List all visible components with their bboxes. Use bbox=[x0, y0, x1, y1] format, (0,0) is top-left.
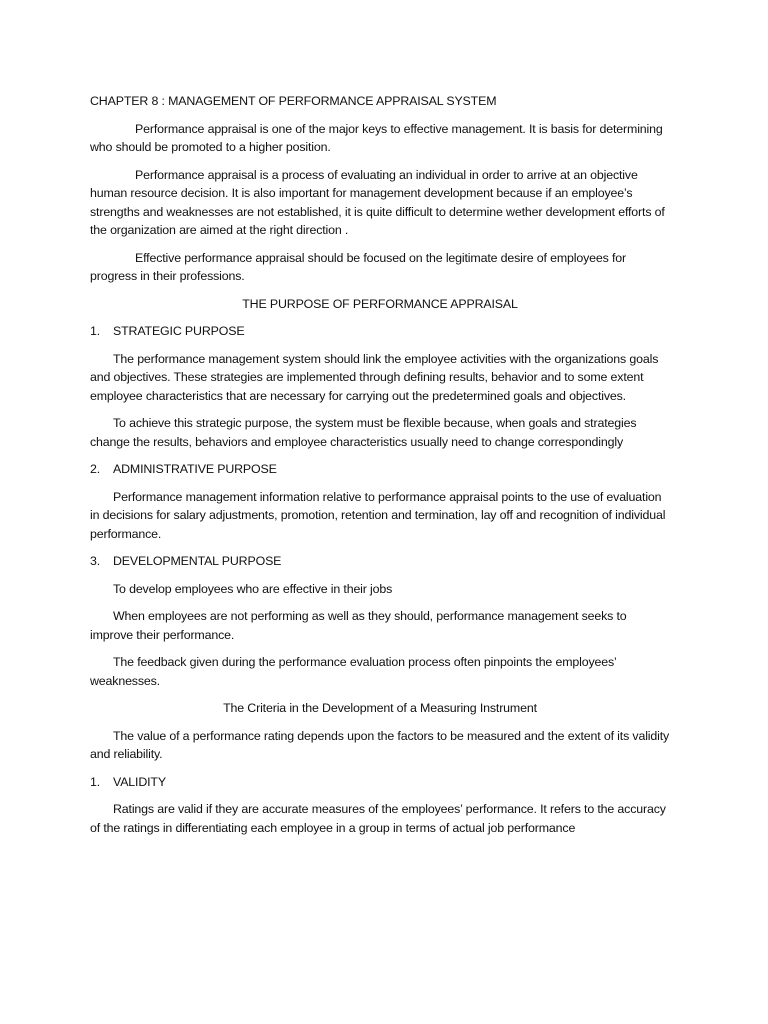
criteria-heading: The Criteria in the Development of a Measuring Instrument bbox=[223, 701, 537, 715]
validity-heading bbox=[90, 773, 670, 792]
strategic-number: 1. bbox=[90, 324, 101, 338]
developmental-paragraph-2: When employees are not performing as well as they should, performance management seeks to improve their performance. bbox=[90, 609, 627, 642]
developmental-paragraph-1: To develop employees who are effective in their jobs bbox=[113, 581, 393, 596]
developmental-paragraph-3: The feedback given during the performance evaluation process often pinpoints the employees’ weaknesses. bbox=[90, 655, 617, 688]
developmental-purpose-heading bbox=[90, 552, 670, 571]
chapter-title: CHAPTER 8 : MANAGEMENT OF PERFORMANCE APPRAISAL SYSTEM bbox=[90, 94, 497, 108]
validity-number: 1. bbox=[90, 774, 101, 789]
intro-paragraph-2: Performance appraisal is a process of evaluating an individual in order to arrive at an objective human resource decision. It is also important for management development because if an employee’s strengths and weaknesses are not established, it is quite difficult to determine wether development efforts of the organization are aimed at the right direction . bbox=[90, 167, 665, 237]
developmental-title: DEVELOPMENTAL PURPOSE bbox=[113, 554, 282, 568]
strategic-paragraph-2: To achieve this strategic purpose, the system must be flexible because, when goals and strategies change the results, behaviors and employee characteristics usually need to change correspondingly bbox=[90, 416, 637, 449]
validity-paragraph-1: Ratings are valid if they are accurate measures of the employees’ performance. It refers to the accuracy of the ratings in differentiating each employee in a group in terms of actual job performance bbox=[90, 802, 666, 835]
administrative-title: ADMINISTRATIVE PURPOSE bbox=[113, 462, 277, 476]
administrative-paragraph-1: Performance management information relative to performance appraisal points to the use of evaluation in decisions for salary adjustments, promotion, retention and termination, lay off and recognition of individual performance. bbox=[90, 489, 666, 541]
purpose-heading: THE PURPOSE OF PERFORMANCE APPRAISAL bbox=[242, 296, 518, 311]
criteria-intro-paragraph: The value of a performance rating depends upon the factors to be measured and the extent of its validity and reliability. bbox=[90, 728, 670, 761]
strategic-paragraph-1: The performance management system should link the employee activities with the organizations goals and objectives. These strategies are implemented through defining results, behavior and to some extent employee characteristics that are necessary for carrying out the predetermined goals and objectives. bbox=[90, 351, 659, 403]
intro-paragraph-1: Performance appraisal is one of the major keys to effective management. It is basis for determining who should be promoted to a higher position. bbox=[90, 121, 663, 154]
intro-paragraph-3: Effective performance appraisal should be focused on the legitimate desire of employees for progress in their professions. bbox=[90, 250, 626, 283]
validity-title: VALIDITY bbox=[113, 774, 166, 789]
administrative-number: 2. bbox=[90, 462, 101, 476]
document-page bbox=[90, 92, 670, 846]
strategic-title: STRATEGIC PURPOSE bbox=[113, 324, 245, 338]
administrative-purpose-heading bbox=[90, 460, 670, 479]
strategic-purpose-heading bbox=[90, 322, 670, 341]
developmental-number: 3. bbox=[90, 554, 101, 568]
